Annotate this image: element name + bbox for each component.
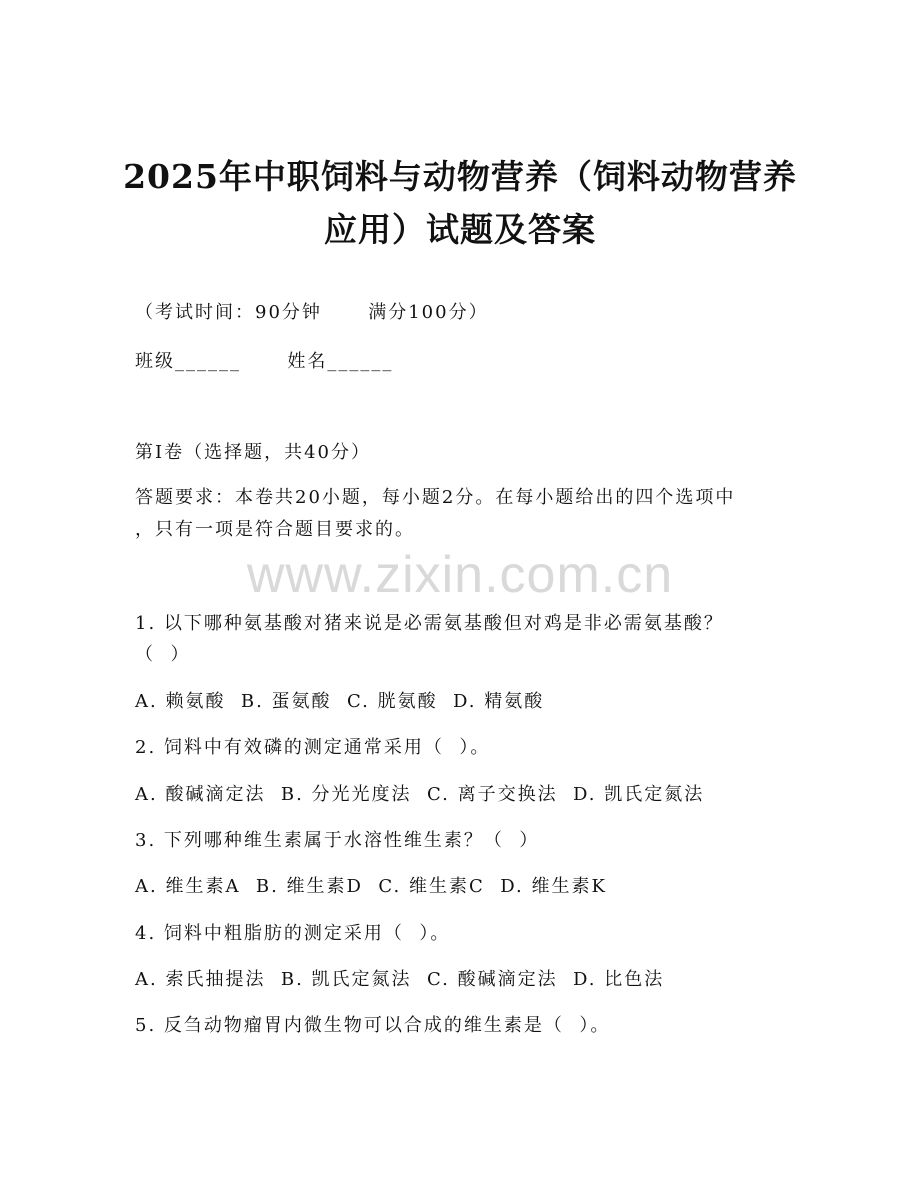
exam-info: （考试时间：90分钟 满分100分） [135,302,489,323]
instructions-line-2: ，只有一项是符合题目要求的。 [135,519,415,540]
question-options: A. 赖氨酸 B. 蛋氨酸 C. 胱氨酸 D. 精氨酸 [135,691,545,712]
question-stem: 4. 饲料中粗脂肪的测定采用（ ）。 [135,923,451,944]
question-stem: 1. 以下哪种氨基酸对猪来说是必需氨基酸但对鸡是非必需氨基酸？ [135,613,724,634]
document-title [0,150,920,256]
question-options: A. 维生素A B. 维生素D C. 维生素C D. 维生素K [135,876,607,897]
instructions-line-1: 答题要求：本卷共20小题，每小题2分。在每小题给出的四个选项中 [135,487,736,508]
section-heading: 第I卷（选择题，共40分） [135,442,372,463]
title-line-2: 应用）试题及答案 [324,210,596,249]
question-stem: 3. 下列哪种维生素属于水溶性维生素？（ ） [135,830,540,851]
question-options: A. 索氏抽提法 B. 凯氏定氮法 C. 酸碱滴定法 D. 比色法 [135,969,665,990]
class-name-line: 班级______ 姓名______ [135,351,394,372]
question-stem: 2. 饲料中有效磷的测定通常采用（ ）。 [135,737,491,758]
title-line-1: 2025年中职饲料与动物营养（饲料动物营养 [123,157,797,196]
question-options: A. 酸碱滴定法 B. 分光光度法 C. 离子交换法 D. 凯氏定氮法 [135,784,705,805]
question-stem: 5. 反刍动物瘤胃内微生物可以合成的维生素是（ ）。 [135,1015,611,1036]
watermark: www.zixin.com.cn [246,546,674,604]
question-stem-continued: （ ） [135,644,191,665]
